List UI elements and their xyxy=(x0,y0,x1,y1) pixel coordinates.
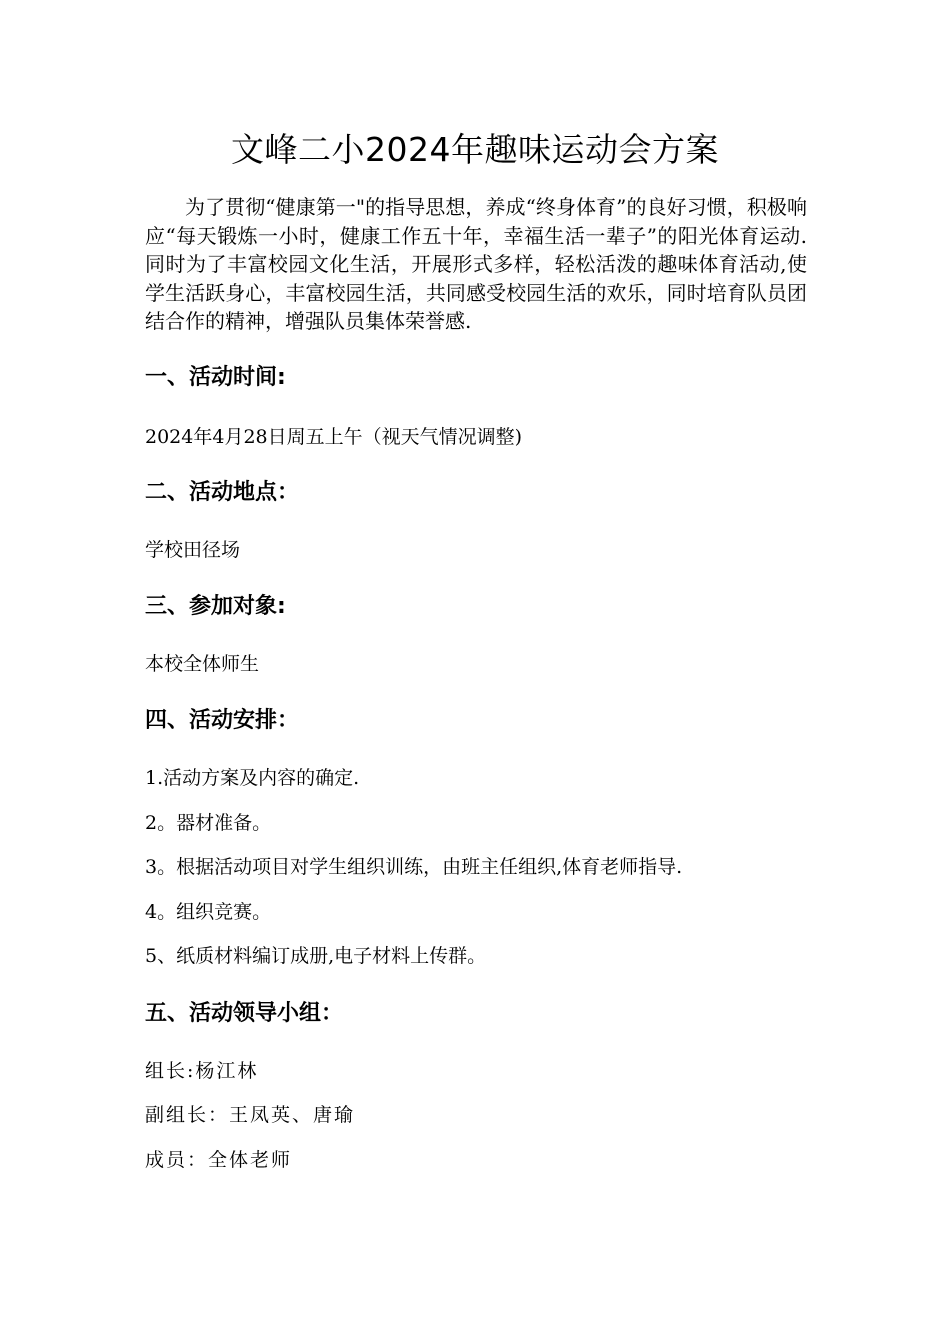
section-line-time: 2024年4月28日周五上午（视天气情况调整) xyxy=(145,426,523,448)
schedule-item-4: 4。组织竞赛。 xyxy=(145,901,272,923)
section-line-location: 学校田径场 xyxy=(145,539,241,561)
members-line: 成员：全体老师 xyxy=(145,1149,293,1171)
section-heading-leadership: 五、活动领导小组： xyxy=(145,1001,344,1026)
schedule-item-5: 5、纸质材料编订成册,电子材料上传群。 xyxy=(145,945,487,967)
schedule-item-1: 1.活动方案及内容的确定. xyxy=(145,767,360,789)
section-heading-location: 二、活动地点： xyxy=(145,480,300,505)
deputy-leader-line: 副组长：王凤英、唐瑜 xyxy=(145,1104,356,1126)
intro-paragraph: 为了贯彻“健康第一"的指导思想，养成“终身体育”的良好习惯，积极响应“每天锻炼一小时，健康工作五十年，幸福生活一辈子”的阳光体育运动.同时为了丰富校园文化生活，开展形式多样，轻松活泼的趣味体育活动,使学生活跃身心，丰富校园生活，共同感受校园生活的欢乐，同时培育队员团结合作的精神，增强队员集体荣誉感. xyxy=(145,195,807,333)
section-heading-participants: 三、参加对象: xyxy=(145,594,286,619)
section-heading-schedule: 四、活动安排： xyxy=(145,708,300,733)
leader-line: 组长:杨江林 xyxy=(145,1060,259,1082)
section-heading-time: 一、活动时间: xyxy=(145,365,286,390)
document-title: 文峰二小2024年趣味运动会方案 xyxy=(231,130,719,169)
schedule-item-2: 2。器材准备。 xyxy=(145,812,272,834)
section-line-participants: 本校全体师生 xyxy=(145,653,260,675)
schedule-item-3: 3。根据活动项目对学生组织训练，由班主任组织,体育老师指导. xyxy=(145,856,683,878)
